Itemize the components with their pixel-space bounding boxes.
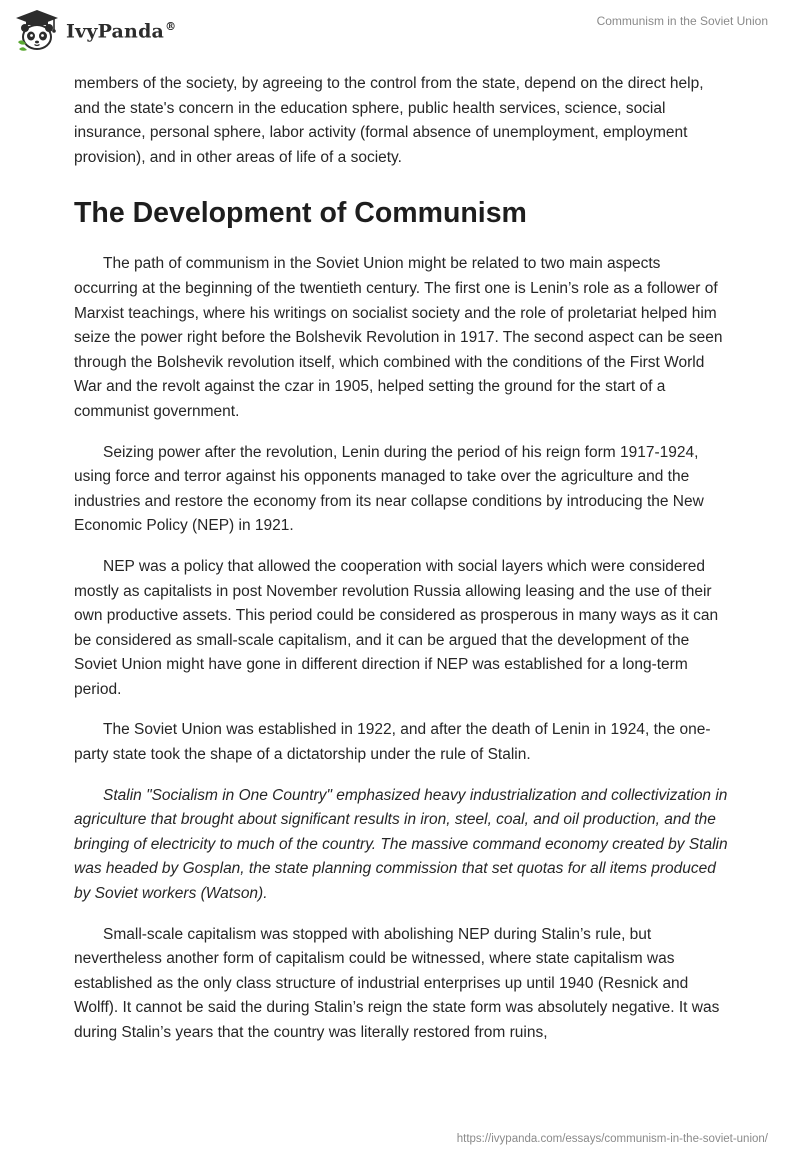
panda-graduate-icon [14, 8, 60, 54]
document-title: Communism in the Soviet Union [596, 14, 768, 28]
body-paragraph: The Soviet Union was established in 1922, and after the death of Lenin in 1924, the one-party state took the shape of a dictatorship under the rule of Stalin. [74, 721, 711, 764]
essay-content [74, 72, 728, 1062]
body-paragraph: NEP was a policy that allowed the cooperation with social layers which were considered mostly as capitalists in post November revolution Russia allowing leasing and the use of their own productive assets. This period could be considered as prosperous in many ways as it can be considered as small-scale capitalism, and it can be argued that the development of the Soviet Union might have gone in different direction if NEP was established for a long-term period. [74, 557, 719, 698]
page-header [0, 0, 800, 62]
body-paragraph: Seizing power after the revolution, Lenin during the period of his reign form 1917-1924, using force and terror against his opponents managed to take over the agriculture and the industries and restore the economy from its near collapse conditions by introducing the New Economic Policy (NEP) in 1921. [74, 443, 704, 535]
ivypanda-logo[interactable] [14, 8, 176, 54]
intro-paragraph: members of the society, by agreeing to the control from the state, depend on the direct help, and the state's concern in the education sphere, public health services, science, social insurance, personal sphere, labor activity (formal absence of unemployment, employment provision), and in other areas of life of a society. [74, 75, 704, 166]
body-paragraph: Small-scale capitalism was stopped with abolishing NEP during Stalin’s rule, but nevertheless another form of capitalism could be witnessed, where state capitalism was established as the only class structure of industrial enterprises up until 1940 (Resnick and Wolff). It cannot be said the during Stalin’s reign the state form was absolutely negative. It was during Stalin’s years that the country was literally restored from ruins, [74, 925, 720, 1041]
logo-wordmark: IvyPanda® [66, 19, 177, 43]
registered-mark: ® [165, 19, 177, 33]
body-paragraph: The path of communism in the Soviet Union might be related to two main aspects occurring at the beginning of the twentieth century. The first one is Lenin’s role as a follower of Marxist teachings, where his writings on socialist society and the role of proletariat helped him seize the power right before the Bolshevik Revolution in 1917. The second aspect can be seen through the Bolshevik revolution itself, which combined with the conditions of the First World War and the revolt against the czar in 1905, helped setting the ground for the start of a communist government. [74, 255, 723, 420]
section-heading: The Development of Communism [74, 197, 527, 230]
source-url[interactable]: https://ivypanda.com/essays/communism-in-the-soviet-union/ [456, 1133, 768, 1145]
block-quote: Stalin "Socialism in One Country" emphasized heavy industrialization and collectivization in agriculture that brought about significant results in iron, steel, coal, and oil production, and the bringing of electricity to much of the country. The massive command economy created by Stalin was headed by Gosplan, the state planning commission that set quotas for all items produced by Soviet workers (Watson). [74, 786, 728, 903]
